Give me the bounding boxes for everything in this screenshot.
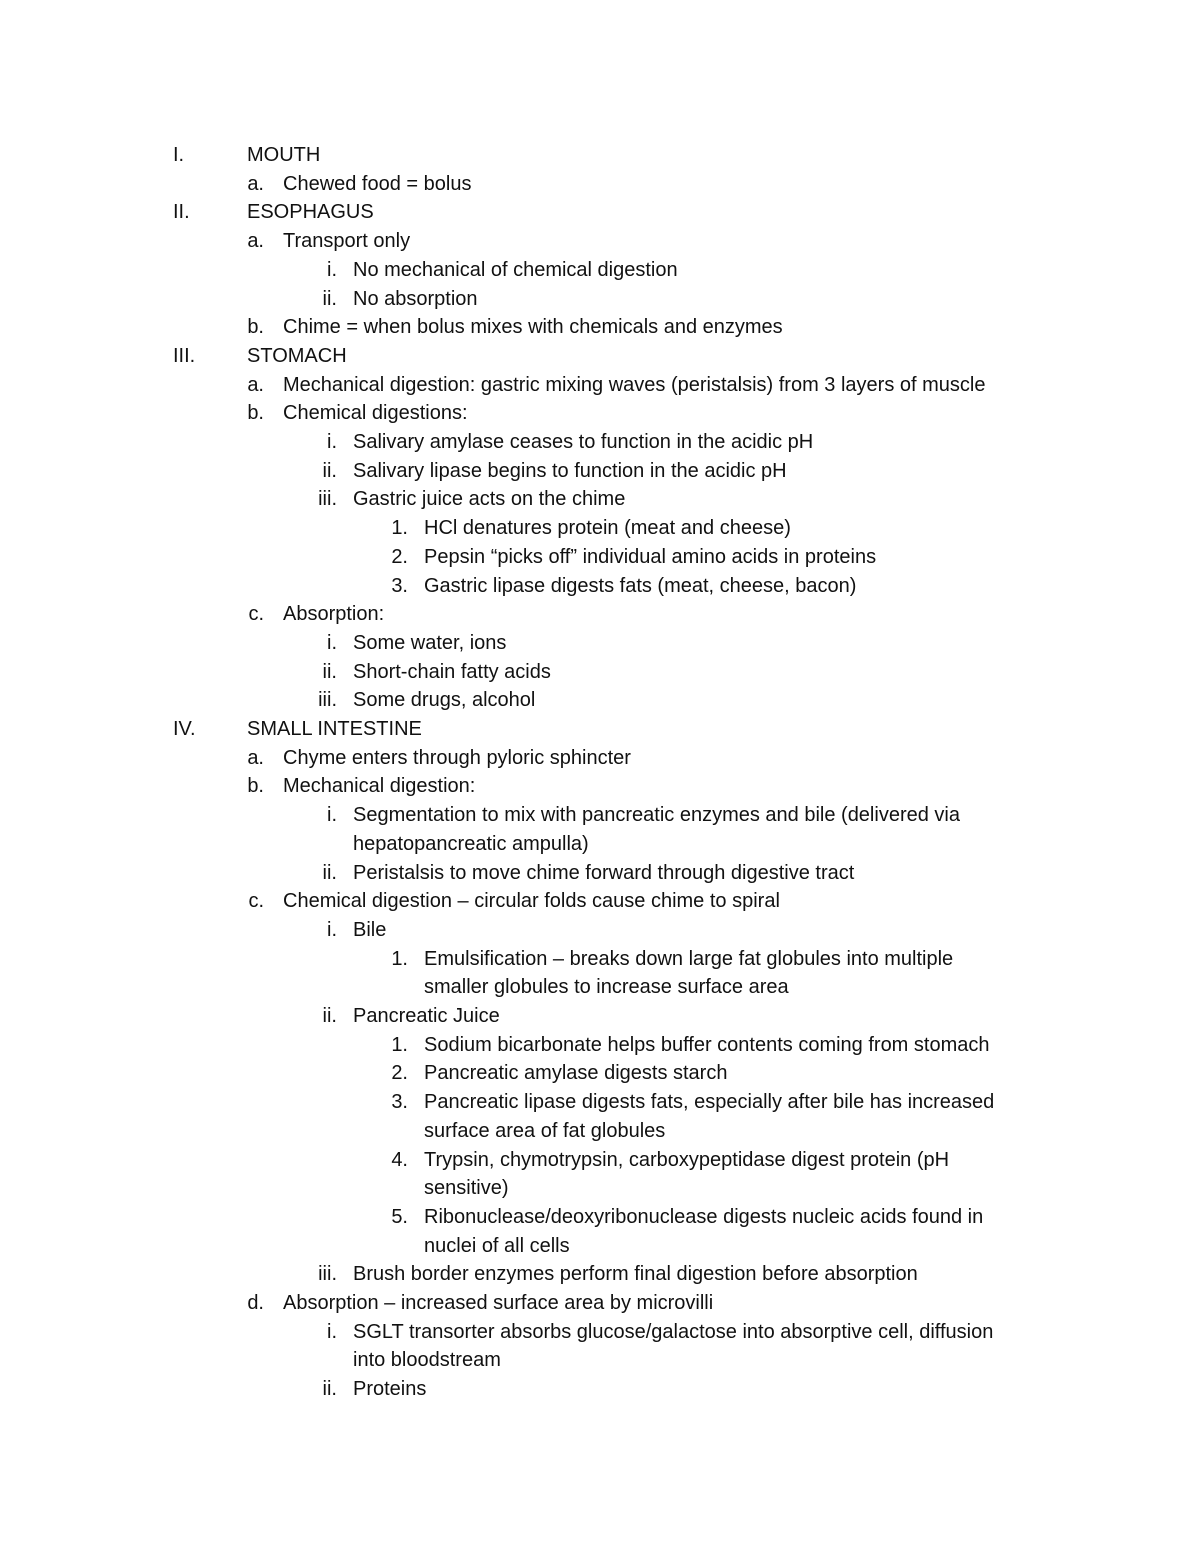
outline-text: Chime = when bolus mixes with chemicals and enzymes <box>283 316 783 339</box>
outline-text: Proteins <box>353 1378 427 1401</box>
outline-item <box>0 141 1200 170</box>
outline-marker: a. <box>247 373 264 396</box>
outline-text: Pancreatic Juice <box>353 1005 500 1027</box>
outline-text: Gastric lipase digests fats (meat, cheese, bacon) <box>424 574 857 597</box>
outline-marker: ii. <box>322 287 337 310</box>
outline-text: Absorption – increased surface area by microvilli <box>283 1292 714 1314</box>
outline-item <box>0 916 1200 945</box>
outline-text: Segmentation to mix with pancreatic enzymes and bile (delivered via <box>353 804 960 827</box>
outline-marker: 1. <box>391 517 408 540</box>
outline-marker: 4. <box>391 1148 408 1171</box>
outline-marker: 2. <box>391 545 408 568</box>
outline-text: Chemical digestions: <box>283 402 468 425</box>
outline-item <box>0 1346 1200 1375</box>
outline-item <box>0 170 1200 199</box>
outline-item <box>0 744 1200 773</box>
outline-text: nuclei of all cells <box>424 1234 570 1257</box>
outline-marker: a. <box>247 172 264 195</box>
outline-marker: b. <box>247 402 264 425</box>
outline-item <box>0 1117 1200 1146</box>
outline-item <box>0 801 1200 830</box>
outline-text: ESOPHAGUS <box>247 201 374 224</box>
outline-item <box>0 399 1200 428</box>
outline-marker: i. <box>327 918 337 941</box>
outline-marker: d. <box>247 1292 264 1314</box>
outline-item <box>0 342 1200 371</box>
outline-text: Pancreatic amylase digests starch <box>424 1062 728 1085</box>
outline-marker: b. <box>247 316 264 339</box>
outline-item <box>0 715 1200 744</box>
outline-marker: III. <box>173 344 196 367</box>
outline-item <box>0 572 1200 601</box>
outline-marker: iii. <box>318 1263 337 1286</box>
outline-item <box>0 1146 1200 1175</box>
outline-text: surface area of fat globules <box>424 1119 666 1142</box>
outline-item <box>0 1088 1200 1117</box>
outline-item <box>0 485 1200 514</box>
outline-text: Short-chain fatty acids <box>353 660 551 683</box>
outline-text: Some drugs, alcohol <box>353 689 536 712</box>
outline-item <box>0 658 1200 687</box>
outline-text: No absorption <box>353 287 478 310</box>
outline-text: Bile <box>353 918 387 941</box>
outline-text: Brush border enzymes perform final digestion before absorption <box>353 1263 918 1286</box>
outline-item <box>0 945 1200 974</box>
outline-marker: ii. <box>322 459 337 482</box>
outline-item <box>0 1174 1200 1203</box>
outline-marker: b. <box>247 775 264 798</box>
outline-item <box>0 227 1200 256</box>
outline-item <box>0 198 1200 227</box>
outline-marker: ii. <box>322 1005 337 1027</box>
outline-text: Some water, ions <box>353 631 507 654</box>
outline-item <box>0 686 1200 715</box>
outline-item <box>0 1375 1200 1404</box>
outline-item <box>0 543 1200 572</box>
outline-marker: 1. <box>391 947 408 970</box>
outline-text: Salivary lipase begins to function in the acidic pH <box>353 459 787 482</box>
outline-item <box>0 1289 1200 1318</box>
outline-marker: i. <box>327 1320 337 1343</box>
outline-text: Salivary amylase ceases to function in the acidic pH <box>353 431 814 453</box>
outline-marker: a. <box>247 230 264 253</box>
outline-marker: i. <box>327 258 337 281</box>
outline-marker: iii. <box>318 488 337 511</box>
outline-text: Absorption: <box>283 603 385 626</box>
outline-item <box>0 859 1200 888</box>
outline-text: Chyme enters through pyloric sphincter <box>283 746 631 769</box>
outline-marker: IV. <box>173 718 196 740</box>
outline-item <box>0 313 1200 342</box>
outline-text: Sodium bicarbonate helps buffer contents coming from stomach <box>424 1033 990 1056</box>
outline-text: Chemical digestion – circular folds cause chime to spiral <box>283 890 780 913</box>
outline-text: Trypsin, chymotrypsin, carboxypeptidase digest protein (pH <box>424 1148 950 1171</box>
outline-item <box>0 457 1200 486</box>
outline-item <box>0 1002 1200 1031</box>
outline-text: Emulsification – breaks down large fat globules into multiple <box>424 947 954 970</box>
outline-item <box>0 830 1200 859</box>
outline-item <box>0 887 1200 916</box>
outline-marker: 1. <box>391 1033 408 1056</box>
outline-text: No mechanical of chemical digestion <box>353 258 678 281</box>
outline-marker: ii. <box>322 861 337 884</box>
outline-marker: ii. <box>322 1378 337 1401</box>
outline-item <box>0 600 1200 629</box>
outline-marker: iii. <box>318 689 337 712</box>
outline-item <box>0 629 1200 658</box>
outline-text: HCl denatures protein (meat and cheese) <box>424 517 791 540</box>
outline-text: sensitive) <box>424 1177 509 1200</box>
outline-text: STOMACH <box>247 344 347 367</box>
outline-marker: i. <box>327 631 337 654</box>
outline-text: Peristalsis to move chime forward through digestive tract <box>353 861 855 884</box>
outline-text: Pancreatic lipase digests fats, especially after bile has increased <box>424 1091 995 1114</box>
outline-item <box>0 1203 1200 1232</box>
outline-text: Gastric juice acts on the chime <box>353 488 626 511</box>
outline-text: Chewed food = bolus <box>283 172 472 195</box>
outline-marker: 3. <box>391 574 408 597</box>
outline-item <box>0 514 1200 543</box>
outline-item <box>0 1059 1200 1088</box>
outline-marker: i. <box>327 431 337 453</box>
outline-marker: ii. <box>322 660 337 683</box>
outline-item <box>0 428 1200 457</box>
outline-item <box>0 1318 1200 1347</box>
outline-item <box>0 1031 1200 1060</box>
outline-item <box>0 285 1200 314</box>
outline-item <box>0 371 1200 400</box>
outline-marker: i. <box>327 804 337 827</box>
outline-text: SMALL INTESTINE <box>247 718 422 740</box>
outline-text: SGLT transorter absorbs glucose/galactose into absorptive cell, diffusion <box>353 1320 994 1343</box>
outline-item <box>0 973 1200 1002</box>
outline-text: Mechanical digestion: <box>283 775 476 798</box>
outline-text: Transport only <box>283 230 411 253</box>
outline-marker: I. <box>173 144 185 166</box>
outline-item <box>0 772 1200 801</box>
outline-text: smaller globules to increase surface area <box>424 976 789 999</box>
outline-marker: II. <box>173 201 190 224</box>
outline-marker: 5. <box>391 1205 408 1228</box>
outline-text: hepatopancreatic ampulla) <box>353 832 589 855</box>
outline-marker: 2. <box>391 1062 408 1085</box>
outline-marker: c. <box>248 603 264 626</box>
outline-text: MOUTH <box>247 144 321 166</box>
outline-item <box>0 256 1200 285</box>
outline-marker: c. <box>248 890 264 913</box>
outline-item <box>0 1232 1200 1261</box>
outline-text: into bloodstream <box>353 1349 501 1372</box>
outline-item <box>0 1260 1200 1289</box>
outline-marker: 3. <box>391 1091 408 1114</box>
outline-text: Mechanical digestion: gastric mixing waves (peristalsis) from 3 layers of muscle <box>283 373 986 396</box>
outline-text: Ribonuclease/deoxyribonuclease digests nucleic acids found in <box>424 1205 984 1228</box>
outline-text: Pepsin “picks off” individual amino acids in proteins <box>424 545 877 568</box>
outline-marker: a. <box>247 746 264 769</box>
